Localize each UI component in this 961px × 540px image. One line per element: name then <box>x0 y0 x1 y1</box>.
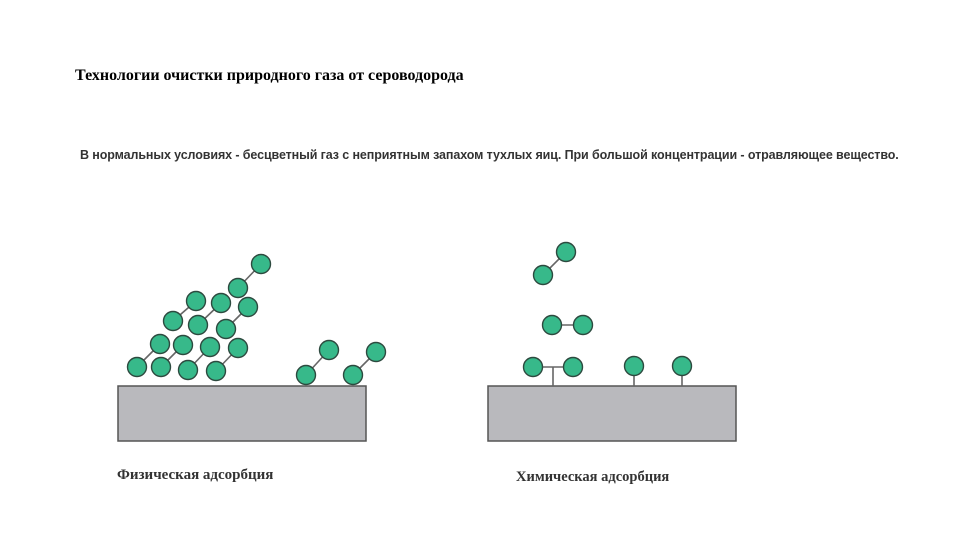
molecule-atom <box>151 335 170 354</box>
molecule-atom <box>534 266 553 285</box>
molecule-atom <box>128 358 147 377</box>
molecule-atom <box>174 336 193 355</box>
molecule-atom <box>367 343 386 362</box>
molecule-atom <box>543 316 562 335</box>
molecule-atom <box>217 320 236 339</box>
molecule-atom <box>564 358 583 377</box>
description-text: В нормальных условиях - бесцветный газ с неприятным запахом тухлых яиц. При большой концентрации - отравляющее вещество. <box>80 148 899 162</box>
molecule-atom <box>164 312 183 331</box>
molecule-atom <box>625 357 644 376</box>
molecule-atom <box>252 255 271 274</box>
molecule-atom <box>229 279 248 298</box>
molecule-atom <box>201 338 220 357</box>
slide-title: Технологии очистки природного газа от сероводорода <box>75 67 464 84</box>
molecule-atom <box>557 243 576 262</box>
molecule-atom <box>189 316 208 335</box>
physical-adsorption-caption: Физическая адсорбция <box>117 467 274 483</box>
chemical-surface <box>488 386 736 441</box>
physical-surface <box>118 386 366 441</box>
molecule-atom <box>673 357 692 376</box>
molecule-atom <box>320 341 339 360</box>
molecule-atom <box>187 292 206 311</box>
molecule-atom <box>524 358 543 377</box>
molecule-atom <box>212 294 231 313</box>
molecule-atom <box>152 358 171 377</box>
molecule-atom <box>297 366 316 385</box>
molecule-atom <box>207 362 226 381</box>
chemical-adsorption-caption: Химическая адсорбция <box>516 469 670 485</box>
molecule-atom <box>179 361 198 380</box>
molecule-atom <box>574 316 593 335</box>
molecule-atom <box>229 339 248 358</box>
molecule-atom <box>344 366 363 385</box>
molecule-atom <box>239 298 258 317</box>
